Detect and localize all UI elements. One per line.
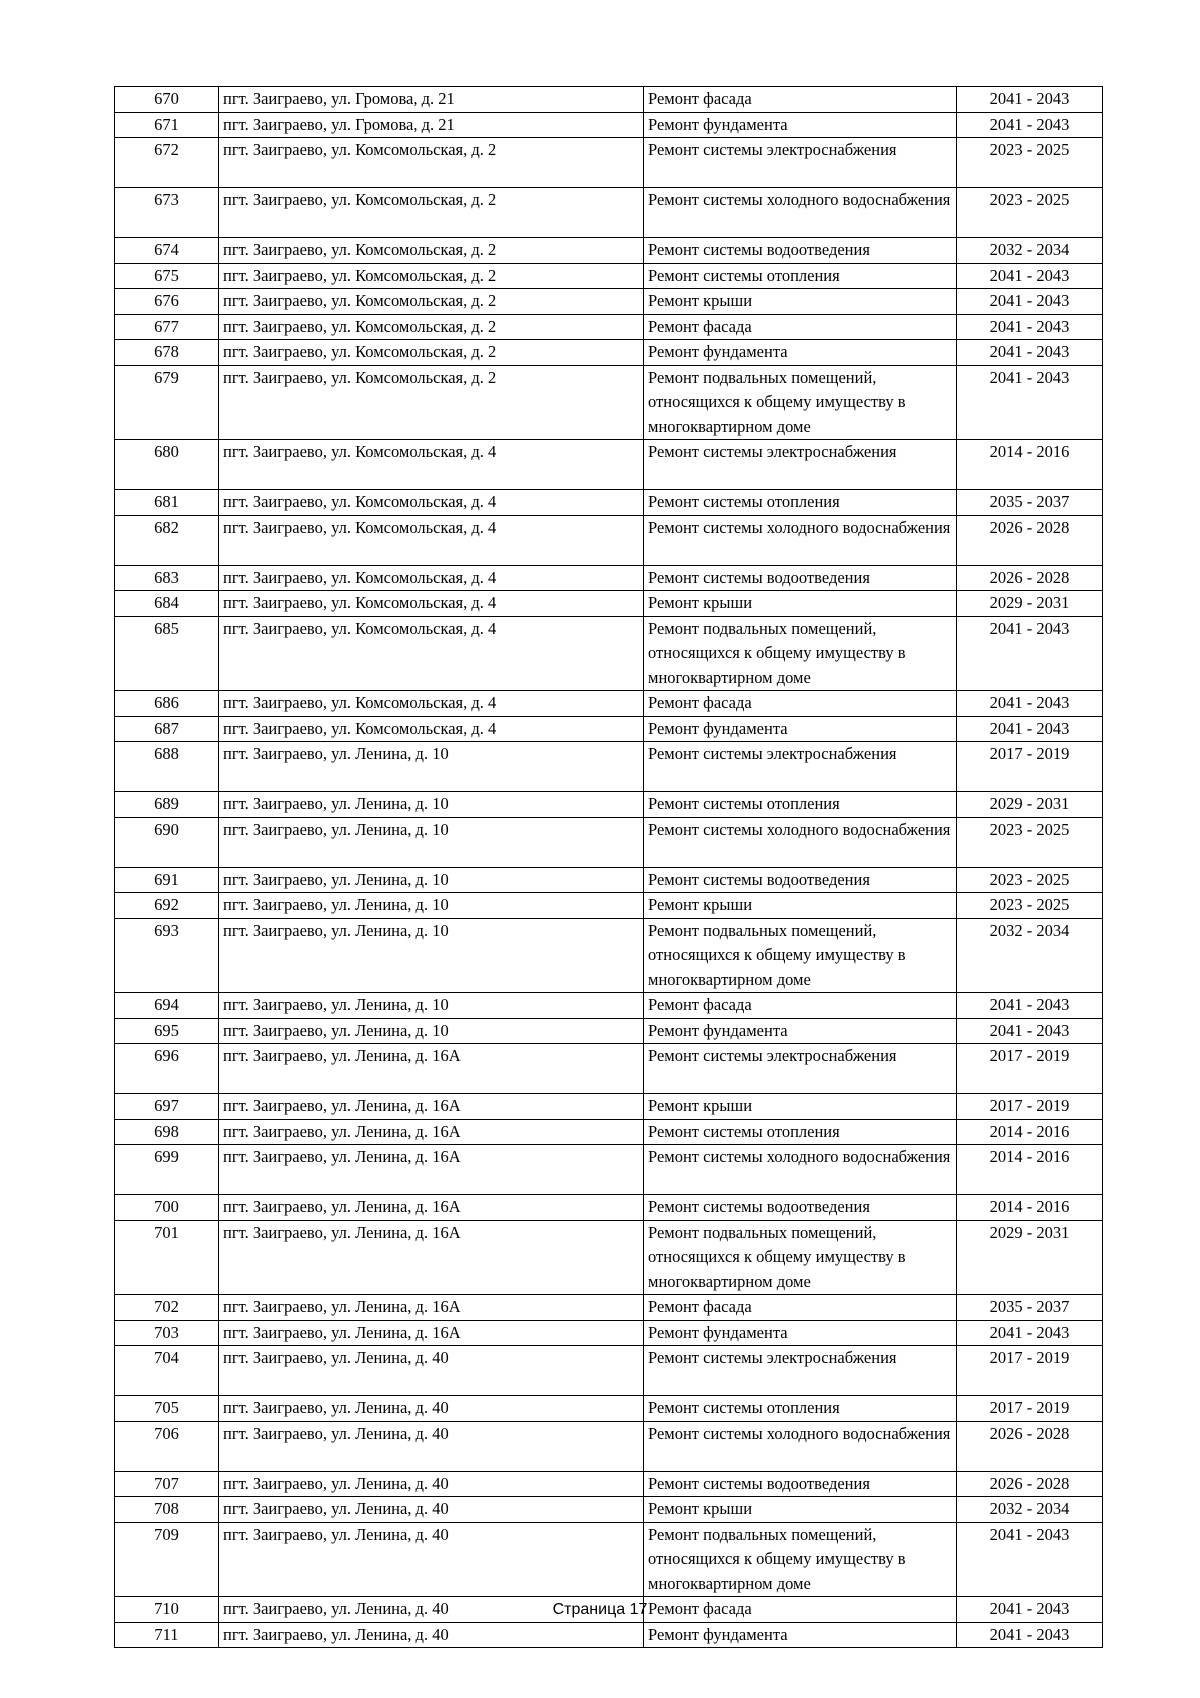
work-type-cell: Ремонт подвальных помещений, относящихся к общему имуществу в многоквартирном доме [644, 616, 957, 691]
period-cell: 2026 - 2028 [957, 1421, 1103, 1471]
table-row [115, 1396, 1103, 1422]
address-cell: пгт. Заиграево, ул. Комсомольская, д. 2 [219, 289, 644, 315]
work-type-cell: Ремонт системы холодного водоснабжения [644, 515, 957, 565]
work-type-cell: Ремонт системы электроснабжения [644, 742, 957, 792]
work-type-cell: Ремонт фундамента [644, 1320, 957, 1346]
address-cell: пгт. Заиграево, ул. Комсомольская, д. 2 [219, 138, 644, 188]
table-row [115, 1195, 1103, 1221]
table-row [115, 515, 1103, 565]
row-number-cell: 694 [115, 993, 219, 1019]
work-type-cell: Ремонт системы электроснабжения [644, 138, 957, 188]
address-cell: пгт. Заиграево, ул. Ленина, д. 16А [219, 1320, 644, 1346]
row-number-cell: 710 [115, 1597, 219, 1623]
row-number-cell: 696 [115, 1044, 219, 1094]
work-type-cell: Ремонт подвальных помещений, относящихся к общему имуществу в многоквартирном доме [644, 918, 957, 993]
address-cell: пгт. Заиграево, ул. Ленина, д. 40 [219, 1471, 644, 1497]
work-type-cell: Ремонт крыши [644, 289, 957, 315]
period-cell: 2041 - 2043 [957, 340, 1103, 366]
work-type-cell: Ремонт фасада [644, 691, 957, 717]
table-row [115, 238, 1103, 264]
table-row [115, 440, 1103, 490]
address-cell: пгт. Заиграево, ул. Ленина, д. 10 [219, 867, 644, 893]
table-row [115, 1421, 1103, 1471]
table-row [115, 138, 1103, 188]
table-row [115, 87, 1103, 113]
table-row [115, 289, 1103, 315]
table-row [115, 742, 1103, 792]
address-cell: пгт. Заиграево, ул. Комсомольская, д. 4 [219, 591, 644, 617]
period-cell: 2041 - 2043 [957, 365, 1103, 440]
period-cell: 2029 - 2031 [957, 1220, 1103, 1295]
address-cell: пгт. Заиграево, ул. Ленина, д. 10 [219, 918, 644, 993]
period-cell: 2029 - 2031 [957, 792, 1103, 818]
address-cell: пгт. Заиграево, ул. Ленина, д. 16А [219, 1220, 644, 1295]
table-row [115, 1044, 1103, 1094]
address-cell: пгт. Заиграево, ул. Комсомольская, д. 4 [219, 490, 644, 516]
table-row [115, 1522, 1103, 1597]
table-row [115, 112, 1103, 138]
work-type-cell: Ремонт системы отопления [644, 1119, 957, 1145]
table-row [115, 918, 1103, 993]
work-type-cell: Ремонт системы отопления [644, 263, 957, 289]
period-cell: 2026 - 2028 [957, 1471, 1103, 1497]
work-type-cell: Ремонт фундамента [644, 1622, 957, 1648]
work-type-cell: Ремонт фундамента [644, 1018, 957, 1044]
period-cell: 2029 - 2031 [957, 591, 1103, 617]
period-cell: 2017 - 2019 [957, 1094, 1103, 1120]
period-cell: 2041 - 2043 [957, 87, 1103, 113]
period-cell: 2026 - 2028 [957, 515, 1103, 565]
table-row [115, 591, 1103, 617]
table-row [115, 565, 1103, 591]
row-number-cell: 675 [115, 263, 219, 289]
period-cell: 2041 - 2043 [957, 112, 1103, 138]
address-cell: пгт. Заиграево, ул. Ленина, д. 10 [219, 1018, 644, 1044]
row-number-cell: 706 [115, 1421, 219, 1471]
period-cell: 2017 - 2019 [957, 1346, 1103, 1396]
period-cell: 2041 - 2043 [957, 1522, 1103, 1597]
period-cell: 2026 - 2028 [957, 565, 1103, 591]
row-number-cell: 676 [115, 289, 219, 315]
row-number-cell: 685 [115, 616, 219, 691]
table-row [115, 1145, 1103, 1195]
table-row [115, 616, 1103, 691]
period-cell: 2041 - 2043 [957, 1622, 1103, 1648]
period-cell: 2014 - 2016 [957, 440, 1103, 490]
work-type-cell: Ремонт фасада [644, 87, 957, 113]
work-type-cell: Ремонт системы водоотведения [644, 1471, 957, 1497]
address-cell: пгт. Заиграево, ул. Ленина, д. 10 [219, 993, 644, 1019]
address-cell: пгт. Заиграево, ул. Ленина, д. 40 [219, 1396, 644, 1422]
address-cell: пгт. Заиграево, ул. Ленина, д. 40 [219, 1522, 644, 1597]
work-type-cell: Ремонт крыши [644, 1497, 957, 1523]
row-number-cell: 709 [115, 1522, 219, 1597]
table-row [115, 1622, 1103, 1648]
period-cell: 2035 - 2037 [957, 490, 1103, 516]
period-cell: 2041 - 2043 [957, 616, 1103, 691]
period-cell: 2032 - 2034 [957, 238, 1103, 264]
row-number-cell: 703 [115, 1320, 219, 1346]
period-cell: 2041 - 2043 [957, 314, 1103, 340]
row-number-cell: 683 [115, 565, 219, 591]
address-cell: пгт. Заиграево, ул. Ленина, д. 40 [219, 1497, 644, 1523]
address-cell: пгт. Заиграево, ул. Комсомольская, д. 4 [219, 515, 644, 565]
address-cell: пгт. Заиграево, ул. Комсомольская, д. 2 [219, 188, 644, 238]
period-cell: 2041 - 2043 [957, 263, 1103, 289]
work-type-cell: Ремонт системы водоотведения [644, 867, 957, 893]
address-cell: пгт. Заиграево, ул. Комсомольская, д. 2 [219, 314, 644, 340]
table-row [115, 1094, 1103, 1120]
period-cell: 2017 - 2019 [957, 1396, 1103, 1422]
work-type-cell: Ремонт системы электроснабжения [644, 1044, 957, 1094]
address-cell: пгт. Заиграево, ул. Ленина, д. 16А [219, 1044, 644, 1094]
period-cell: 2041 - 2043 [957, 716, 1103, 742]
work-type-cell: Ремонт системы электроснабжения [644, 1346, 957, 1396]
row-number-cell: 701 [115, 1220, 219, 1295]
work-type-cell: Ремонт системы отопления [644, 792, 957, 818]
row-number-cell: 698 [115, 1119, 219, 1145]
address-cell: пгт. Заиграево, ул. Ленина, д. 10 [219, 742, 644, 792]
period-cell: 2017 - 2019 [957, 1044, 1103, 1094]
work-type-cell: Ремонт системы холодного водоснабжения [644, 1145, 957, 1195]
table-row [115, 365, 1103, 440]
table-row [115, 314, 1103, 340]
work-type-cell: Ремонт фасада [644, 993, 957, 1019]
row-number-cell: 700 [115, 1195, 219, 1221]
page-number: Страница 17 [552, 1601, 648, 1618]
table-row [115, 263, 1103, 289]
table-row [115, 817, 1103, 867]
table-row [115, 1295, 1103, 1321]
row-number-cell: 697 [115, 1094, 219, 1120]
row-number-cell: 688 [115, 742, 219, 792]
table-row [115, 1471, 1103, 1497]
row-number-cell: 702 [115, 1295, 219, 1321]
address-cell: пгт. Заиграево, ул. Комсомольская, д. 2 [219, 238, 644, 264]
work-type-cell: Ремонт крыши [644, 1094, 957, 1120]
address-cell: пгт. Заиграево, ул. Ленина, д. 16А [219, 1094, 644, 1120]
row-number-cell: 695 [115, 1018, 219, 1044]
work-type-cell: Ремонт крыши [644, 893, 957, 919]
address-cell: пгт. Заиграево, ул. Ленина, д. 10 [219, 792, 644, 818]
work-type-cell: Ремонт системы водоотведения [644, 565, 957, 591]
row-number-cell: 681 [115, 490, 219, 516]
period-cell: 2041 - 2043 [957, 289, 1103, 315]
work-type-cell: Ремонт подвальных помещений, относящихся к общему имуществу в многоквартирном доме [644, 1220, 957, 1295]
address-cell: пгт. Заиграево, ул. Комсомольская, д. 2 [219, 340, 644, 366]
address-cell: пгт. Заиграево, ул. Комсомольская, д. 2 [219, 365, 644, 440]
address-cell: пгт. Заиграево, ул. Громова, д. 21 [219, 112, 644, 138]
table-row [115, 490, 1103, 516]
row-number-cell: 672 [115, 138, 219, 188]
work-type-cell: Ремонт системы отопления [644, 490, 957, 516]
period-cell: 2041 - 2043 [957, 1018, 1103, 1044]
row-number-cell: 704 [115, 1346, 219, 1396]
table-row [115, 340, 1103, 366]
period-cell: 2035 - 2037 [957, 1295, 1103, 1321]
address-cell: пгт. Заиграево, ул. Ленина, д. 40 [219, 1597, 644, 1623]
work-type-cell: Ремонт системы отопления [644, 1396, 957, 1422]
row-number-cell: 679 [115, 365, 219, 440]
row-number-cell: 699 [115, 1145, 219, 1195]
row-number-cell: 707 [115, 1471, 219, 1497]
address-cell: пгт. Заиграево, ул. Комсомольская, д. 4 [219, 565, 644, 591]
address-cell: пгт. Заиграево, ул. Комсомольская, д. 2 [219, 263, 644, 289]
address-cell: пгт. Заиграево, ул. Комсомольская, д. 4 [219, 616, 644, 691]
period-cell: 2023 - 2025 [957, 893, 1103, 919]
work-type-cell: Ремонт фундамента [644, 340, 957, 366]
row-number-cell: 670 [115, 87, 219, 113]
row-number-cell: 686 [115, 691, 219, 717]
row-number-cell: 677 [115, 314, 219, 340]
period-cell: 2014 - 2016 [957, 1119, 1103, 1145]
period-cell: 2023 - 2025 [957, 138, 1103, 188]
row-number-cell: 689 [115, 792, 219, 818]
table-body [115, 87, 1103, 1648]
row-number-cell: 684 [115, 591, 219, 617]
work-type-cell: Ремонт подвальных помещений, относящихся к общему имуществу в многоквартирном доме [644, 365, 957, 440]
work-type-cell: Ремонт системы холодного водоснабжения [644, 1421, 957, 1471]
work-type-cell: Ремонт фасада [644, 1295, 957, 1321]
period-cell: 2041 - 2043 [957, 993, 1103, 1019]
address-cell: пгт. Заиграево, ул. Громова, д. 21 [219, 87, 644, 113]
period-cell: 2014 - 2016 [957, 1195, 1103, 1221]
table-row [115, 1220, 1103, 1295]
table-row [115, 1346, 1103, 1396]
address-cell: пгт. Заиграево, ул. Ленина, д. 40 [219, 1346, 644, 1396]
table-row [115, 893, 1103, 919]
period-cell: 2041 - 2043 [957, 691, 1103, 717]
work-type-cell: Ремонт фундамента [644, 112, 957, 138]
row-number-cell: 708 [115, 1497, 219, 1523]
period-cell: 2017 - 2019 [957, 742, 1103, 792]
work-type-cell: Ремонт фасада [644, 314, 957, 340]
table-row [115, 1018, 1103, 1044]
period-cell: 2023 - 2025 [957, 817, 1103, 867]
row-number-cell: 671 [115, 112, 219, 138]
row-number-cell: 678 [115, 340, 219, 366]
address-cell: пгт. Заиграево, ул. Комсомольская, д. 4 [219, 691, 644, 717]
repair-schedule-table [114, 86, 1103, 1648]
address-cell: пгт. Заиграево, ул. Ленина, д. 16А [219, 1295, 644, 1321]
table-row [115, 993, 1103, 1019]
work-type-cell: Ремонт подвальных помещений, относящихся к общему имуществу в многоквартирном доме [644, 1522, 957, 1597]
address-cell: пгт. Заиграево, ул. Ленина, д. 16А [219, 1119, 644, 1145]
row-number-cell: 705 [115, 1396, 219, 1422]
address-cell: пгт. Заиграево, ул. Комсомольская, д. 4 [219, 716, 644, 742]
work-type-cell: Ремонт фасада [644, 1597, 957, 1623]
address-cell: пгт. Заиграево, ул. Комсомольская, д. 4 [219, 440, 644, 490]
table-row [115, 1320, 1103, 1346]
table-row [115, 867, 1103, 893]
row-number-cell: 690 [115, 817, 219, 867]
row-number-cell: 682 [115, 515, 219, 565]
row-number-cell: 674 [115, 238, 219, 264]
row-number-cell: 680 [115, 440, 219, 490]
row-number-cell: 692 [115, 893, 219, 919]
address-cell: пгт. Заиграево, ул. Ленина, д. 40 [219, 1421, 644, 1471]
period-cell: 2023 - 2025 [957, 867, 1103, 893]
row-number-cell: 673 [115, 188, 219, 238]
table-row [115, 1497, 1103, 1523]
address-cell: пгт. Заиграево, ул. Ленина, д. 16А [219, 1195, 644, 1221]
row-number-cell: 711 [115, 1622, 219, 1648]
period-cell: 2032 - 2034 [957, 1497, 1103, 1523]
row-number-cell: 691 [115, 867, 219, 893]
address-cell: пгт. Заиграево, ул. Ленина, д. 16А [219, 1145, 644, 1195]
work-type-cell: Ремонт системы водоотведения [644, 238, 957, 264]
period-cell: 2032 - 2034 [957, 918, 1103, 993]
table-row [115, 1119, 1103, 1145]
table-row [115, 792, 1103, 818]
table-row [115, 716, 1103, 742]
period-cell: 2041 - 2043 [957, 1320, 1103, 1346]
table-row [115, 691, 1103, 717]
address-cell: пгт. Заиграево, ул. Ленина, д. 40 [219, 1622, 644, 1648]
work-type-cell: Ремонт системы холодного водоснабжения [644, 188, 957, 238]
work-type-cell: Ремонт фундамента [644, 716, 957, 742]
address-cell: пгт. Заиграево, ул. Ленина, д. 10 [219, 817, 644, 867]
row-number-cell: 687 [115, 716, 219, 742]
period-cell: 2014 - 2016 [957, 1145, 1103, 1195]
work-type-cell: Ремонт системы водоотведения [644, 1195, 957, 1221]
row-number-cell: 693 [115, 918, 219, 993]
table-row [115, 188, 1103, 238]
period-cell: 2041 - 2043 [957, 1597, 1103, 1623]
work-type-cell: Ремонт системы холодного водоснабжения [644, 817, 957, 867]
work-type-cell: Ремонт крыши [644, 591, 957, 617]
period-cell: 2023 - 2025 [957, 188, 1103, 238]
address-cell: пгт. Заиграево, ул. Ленина, д. 10 [219, 893, 644, 919]
work-type-cell: Ремонт системы электроснабжения [644, 440, 957, 490]
